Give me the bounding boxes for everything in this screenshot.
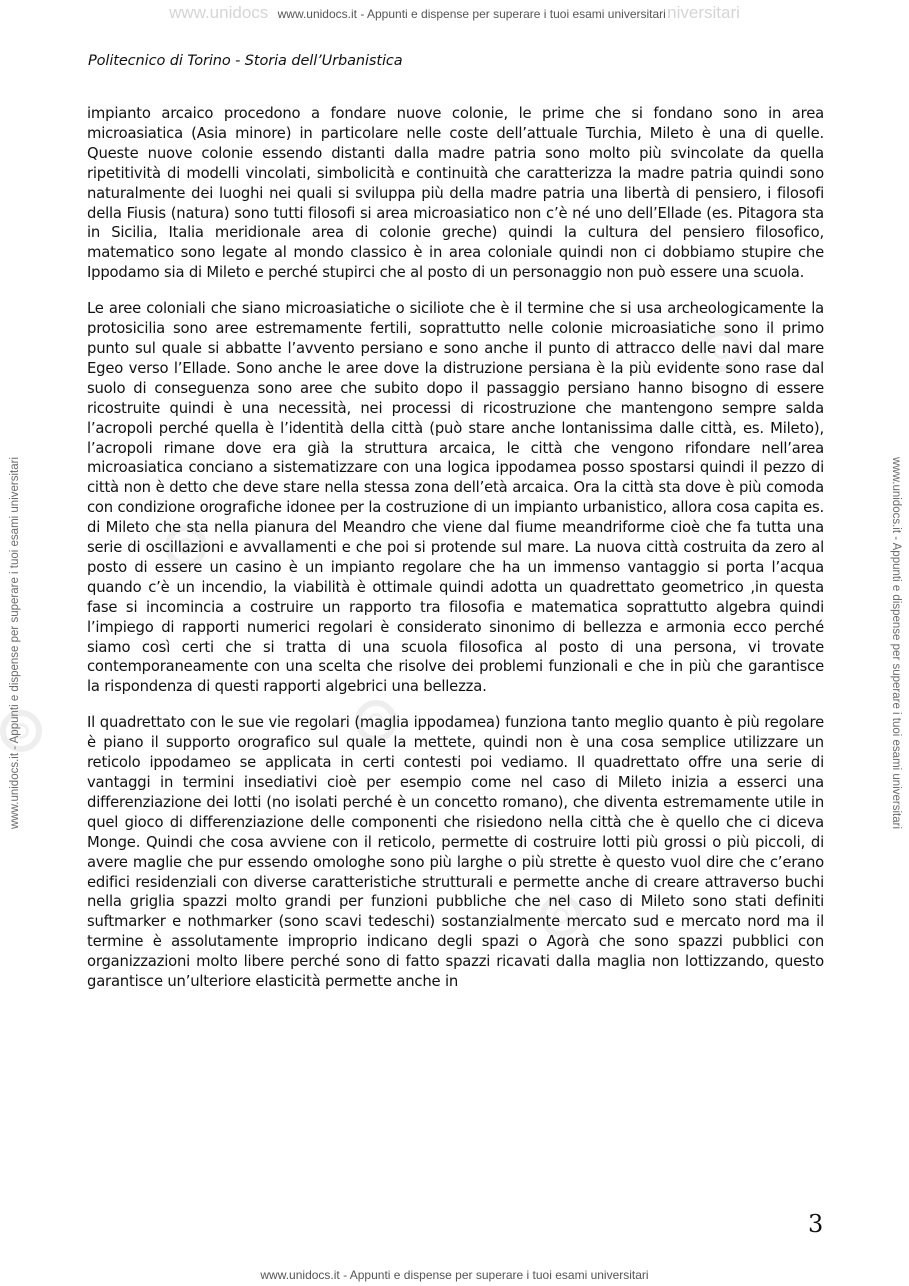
paragraph: Il quadrettato con le sue vie regolari (maglia ippodamea) funziona tanto meglio quanto è più regolare è piano il supporto orografico sul quale la mettete, quindi non è una cosa semplice utilizzare un reticolo ippodameo se applicata in certi contesti poi vediamo. Il quadrettato offre una serie di vantaggi in termini insediativi cioè per esempio come nel caso di Mileto inizia a esserci una differenziazione dei lotti (no isolati perché è un concetto romano), che diventa estremamente utile in quel gioco di differenziazione delle componenti che risiedono nella città che è quello che ci diceva Monge. Quindi che cosa avviene con il reticolo, permette di costruire lotti più grossi o più piccoli, di avere maglie che pur essendo omologhe sono più larghe o più strette è questo vuol dire che c’erano edifici residenziali con diverse caratteristiche strutturali e permette anche di creare attraverso buchi nella griglia spazzi molto grandi per funzioni pubbliche che nel caso di Mileto sono stati definiti suftmarker e nothmarker (sono scavi tedeschi) sostanzialmente mercato sud e mercato nord ma il termine è assolutamente improprio indicano degli spazi o Agorà che sono spazzi pubblici con organizzazioni molto libere perché sono di fatto spazzi ricavati dalla maglia non lottizzando, questo garantisce un’ulteriore elasticità permette anche in bbox=[87, 714, 824, 991]
watermark-side-right: www.unidocs.it - Appunti e dispense per superare i tuoi esami universitari bbox=[890, 456, 902, 830]
watermark-banner-bottom-text: www.unidocs.it - Appunti e dispense per superare i tuoi esami universitari bbox=[260, 1268, 649, 1282]
watermark-ghost-left: www.unidocs bbox=[169, 3, 269, 22]
watermark-side-left: www.unidocs.it - Appunti e dispense per superare i tuoi esami universitari bbox=[9, 456, 21, 830]
watermark-banner-top-text: www.unidocs.it - Appunti e dispense per superare i tuoi esami universitari bbox=[277, 7, 666, 21]
watermark-ghost-right: niversitari bbox=[667, 3, 740, 22]
unidocs-logo-icon bbox=[0, 710, 42, 752]
paragraph: impianto arcaico procedono a fondare nuove colonie, le prime che si fondano sono in area microasiatica (Asia minore) in particolare nelle coste dell’attuale Turchia, Mileto è una di quelle. Queste nuove colonie essendo distanti dalla madre patria sono molto più svincolate da quella ripetitività di modelli vincolati, simbolicità e continuità che caratterizza la madre patria quindi sono naturalmente dei luoghi nei quali si sviluppa più della madre patria una libertà di pensiero, i filosofi della Fiusis (natura) sono tutti filosofi si area microasiatico non c’è né uno dell’Ellade (es. Pitagora sta in Sicilia, Italia meridionale area di colonie greche) quindi la cultura del pensiero filosofico, matematico sono legate al mondo classico è in area coloniale quindi non ci dobbiamo stupire che Ippodamo sia di Mileto e perché stupirci che al posto di un personaggio non può essere una scuola. bbox=[87, 105, 824, 282]
page-number: 3 bbox=[808, 1210, 824, 1238]
page-header-title: Politecnico di Torino - Storia dell’Urbanistica bbox=[88, 53, 403, 69]
watermark-banner-bottom bbox=[0, 1268, 909, 1282]
watermark-banner-top bbox=[0, 3, 909, 23]
paragraph: Le aree coloniali che siano microasiatiche o siciliote che è il termine che si usa archeologicamente la protosicilia sono aree estremamente fertili, soprattutto nelle colonie microasiatiche sono il primo punto sul quale si abbatte l’avvento persiano e sono anche il punto di attracco delle navi dal mare Egeo verso l’Ellade. Sono anche le aree dove la distruzione persiana è la più evidente sono rase dal suolo di conseguenza sono aree che subito dopo il passaggio persiano hanno bisogno di essere ricostruite quindi è una necessità, nei processi di ricostruzione che mantengono sempre salda l’acropoli perché quella è l’identità della città (può stare anche lontanissima dalle città, es. Mileto), l’acropoli rimane dove era già la struttura arcaica, le città che vengono rifondare nell’area microasiatica conciano a sistematizzare con una logica ippodamea posso spostarsi quindi il pezzo di città non è detto che deve stare nella stessa zona dell’età arcaica. Ora la città sta dove è più comoda con condizione orografiche idonee per la costruzione di un impianto urbanistico, allora cosa capita es. di Mileto che sta nella pianura del Meandro che viene dal fiume meandriforme cioè che fa tutta una serie di oscillazioni e avvallamenti e che poi si protende sul mare. La nuova città costruita da zero al posto di essere un casino è un impianto regolare che ha un immenso vantaggio si porta l’acqua quando c’è un incendio, la viabilità è ottimale quindi adotta un quadrettato geometrico ,in questa fase si incomincia a costruire un rapporto tra filosofia e matematica soprattutto algebra quindi l’impiego di rapporti numerici regolari è considerato sinonimo di bellezza e armonia ecco perché siamo così certi che si tratta di una scuola filosofica al posto di una persona, vi trovate contemporaneamente con una scelta che risolve dei problemi funzionali e che in più che garantisce la rispondenza di questi rapporti algebrici una bellezza. bbox=[87, 300, 824, 696]
document-body bbox=[87, 104, 824, 1008]
